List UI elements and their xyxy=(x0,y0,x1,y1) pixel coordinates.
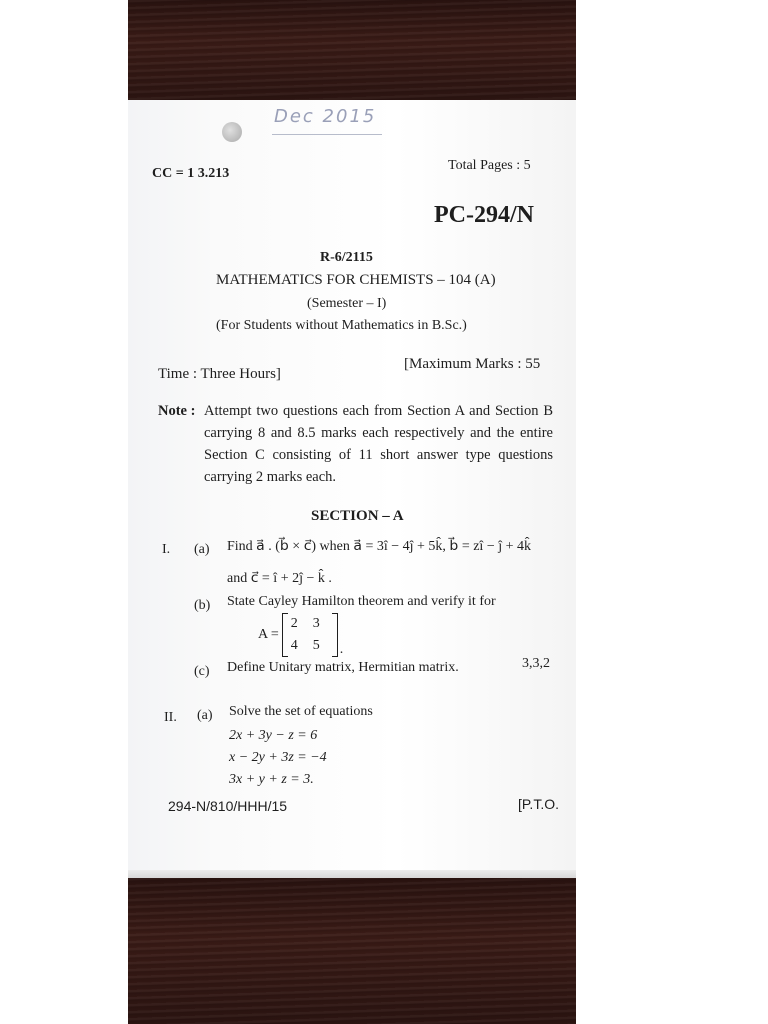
matrix-cell: 4 xyxy=(290,638,298,653)
matrix-suffix: . xyxy=(339,642,344,657)
time-label: Time : Three Hours] xyxy=(158,366,281,382)
q1-marks: 3,3,2 xyxy=(522,656,550,671)
equation-2: x − 2y + 3z = −4 xyxy=(229,750,327,765)
note-text: Attempt two questions each from Section A and Section B carrying 8 and 8.5 marks each respectively and the entire Section C consisting of 11 short answer type questions carrying 2 marks each. xyxy=(204,403,553,485)
handwriting-underline xyxy=(272,134,382,135)
q1a-text-line2: and c⃗ = î + 2ĵ − k̂ . xyxy=(227,571,332,586)
matrix-grid xyxy=(288,616,332,654)
cc-code: CC = 1 3.213 xyxy=(152,166,230,181)
wood-background-bottom xyxy=(128,878,576,1024)
matrix-cell: 3 xyxy=(312,616,320,631)
matrix-right-bracket xyxy=(332,613,338,657)
q1b-label: (b) xyxy=(194,598,211,613)
handwritten-date: Dec 2015 xyxy=(274,106,377,127)
note-label: Note : xyxy=(158,403,196,419)
matrix-cell: 5 xyxy=(312,638,320,653)
equation-1: 2x + 3y − z = 6 xyxy=(229,728,318,743)
note-block xyxy=(158,400,553,488)
pto-label: [P.T.O. xyxy=(518,796,559,812)
paper-edge xyxy=(128,870,576,878)
q1c-label: (c) xyxy=(194,664,210,679)
punch-hole xyxy=(222,122,242,142)
q2a-text: Solve the set of equations xyxy=(229,704,373,719)
q2-number: II. xyxy=(164,710,177,725)
footer-code: 294-N/810/HHH/15 xyxy=(168,798,288,814)
audience: (For Students without Mathematics in B.Sc.) xyxy=(216,318,467,333)
wood-background-top xyxy=(128,0,576,104)
q1a-label: (a) xyxy=(194,542,210,557)
section-a-heading: SECTION – A xyxy=(311,508,404,524)
equation-3: 3x + y + z = 3. xyxy=(229,772,314,787)
exam-ref: R-6/2115 xyxy=(320,250,373,265)
q1-number: I. xyxy=(162,542,171,557)
paper-code: PC-294/N xyxy=(434,202,534,228)
semester: (Semester – I) xyxy=(307,296,387,311)
q1a-text: Find a⃗ . (b⃗ × c⃗) when a⃗ = 3î − 4ĵ + 5k̂, b⃗ = zî − ĵ + 4k̂ xyxy=(227,539,531,554)
matrix-prefix: A = xyxy=(258,627,279,642)
matrix-a xyxy=(258,612,343,658)
subject-title: MATHEMATICS FOR CHEMISTS – 104 (A) xyxy=(216,272,496,288)
matrix-cell: 2 xyxy=(290,616,298,631)
q1c-text: Define Unitary matrix, Hermitian matrix. xyxy=(227,660,459,675)
q1b-text: State Cayley Hamilton theorem and verify it for xyxy=(227,594,496,609)
q2a-label: (a) xyxy=(197,708,213,723)
total-pages: Total Pages : 5 xyxy=(448,158,531,173)
max-marks: [Maximum Marks : 55 xyxy=(404,356,541,372)
